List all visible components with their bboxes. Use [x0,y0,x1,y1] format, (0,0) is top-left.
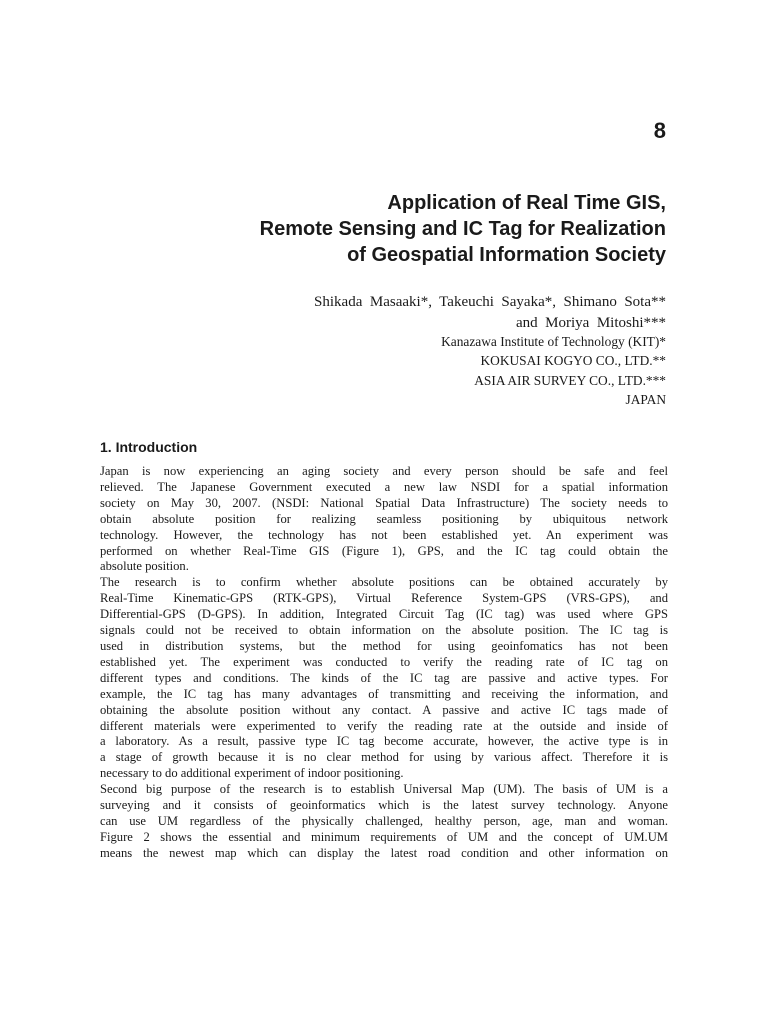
body-text [100,464,668,862]
text-line: Differential-GPS (D-GPS). In addition, Integrated Circuit Tag (IC tag) was used where GPS [100,607,668,622]
text-line: The research is to confirm whether absolute positions can be obtained accurately by [100,575,668,590]
text-line: necessary to do additional experiment of indoor positioning. [100,766,404,781]
affiliation-list [146,332,666,410]
paragraph-universal-map [100,782,668,862]
paragraph-intro [100,464,668,575]
text-line: a stage of growth because it is no clear method for using by various affect. Therefore it is [100,750,668,765]
text-line: can use UM regardless of the physically challenged, healthy person, age, man and woman. [100,813,668,828]
chapter-title-line: Remote Sensing and IC Tag for Realization [259,218,666,240]
affiliation: Kanazawa Institute of Technology (KIT)* [441,334,666,349]
text-line: performed on whether Real-Time GIS (Figure 1), GPS, and the IC tag could obtain the [100,543,668,558]
text-line: different types and conditions. The kinds of the IC tag are passive and active types. For [100,670,668,685]
text-line: relieved. The Japanese Government executed a new law NSDI for a spatial information [100,479,668,494]
affiliation: KOKUSAI KOGYO CO., LTD.** [480,353,666,369]
text-line: used in distribution systems, but the method for using geoinfomatics has not been [100,638,668,653]
text-line: signals could not be received to obtain information on the absolute position. The IC tag is [100,623,668,638]
author-list [146,292,666,334]
chapter-title [106,190,666,268]
text-line: different materials were experimented to verify the reading rate at the outside and inside of [100,718,668,733]
section-heading: 1. Introduction [100,439,198,455]
text-line: society on May 30, 2007. (NSDI: National Spatial Data Infrastructure) The society needs to [100,495,668,510]
paragraph-research [100,575,668,782]
affiliation: ASIA AIR SURVEY CO., LTD.*** [474,372,666,388]
chapter-title-line: Application of Real Time GIS, [387,192,666,214]
text-line: established yet. The experiment was conducted to verify the reading rate of IC tag on [100,654,668,669]
chapter-number: 8 [653,118,666,143]
text-line: Figure 2 shows the essential and minimum requirements of UM and the concept of UM.UM [100,829,668,844]
text-line: absolute position. [100,559,189,574]
affiliation-country: JAPAN [625,392,666,408]
text-line: Second big purpose of the research is to establish Universal Map (UM). The basis of UM is a [100,782,668,797]
text-line: Real-Time Kinematic-GPS (RTK-GPS), Virtual Reference System-GPS (VRS-GPS), and [100,591,668,606]
text-line: surveying and it consists of geoinformatics which is the latest survey technology. Anyone [100,798,668,813]
chapter-title-line: of Geospatial Information Society [347,244,666,266]
text-line: a laboratory. As a result, passive type IC tag become accurate, however, the active type is in [100,734,668,749]
text-line: Japan is now experiencing an aging society and every person should be safe and feel [100,464,668,478]
author-line: Shikada Masaaki*, Takeuchi Sayaka*, Shimano Sota** [314,294,666,310]
text-line: obtain absolute position for realizing seamless positioning by ubiquitous network [100,511,668,526]
text-line: example, the IC tag has many advantages of transmitting and receiving the information, and [100,686,668,701]
author-line: and Moriya Mitoshi*** [516,315,666,331]
text-line: obtaining the absolute position without any contact. A passive and active IC tags made of [100,702,668,717]
text-line: means the newest map which can display the latest road condition and other information on [100,845,668,860]
text-line: technology. However, the technology has not been established yet. An experiment was [100,527,668,542]
